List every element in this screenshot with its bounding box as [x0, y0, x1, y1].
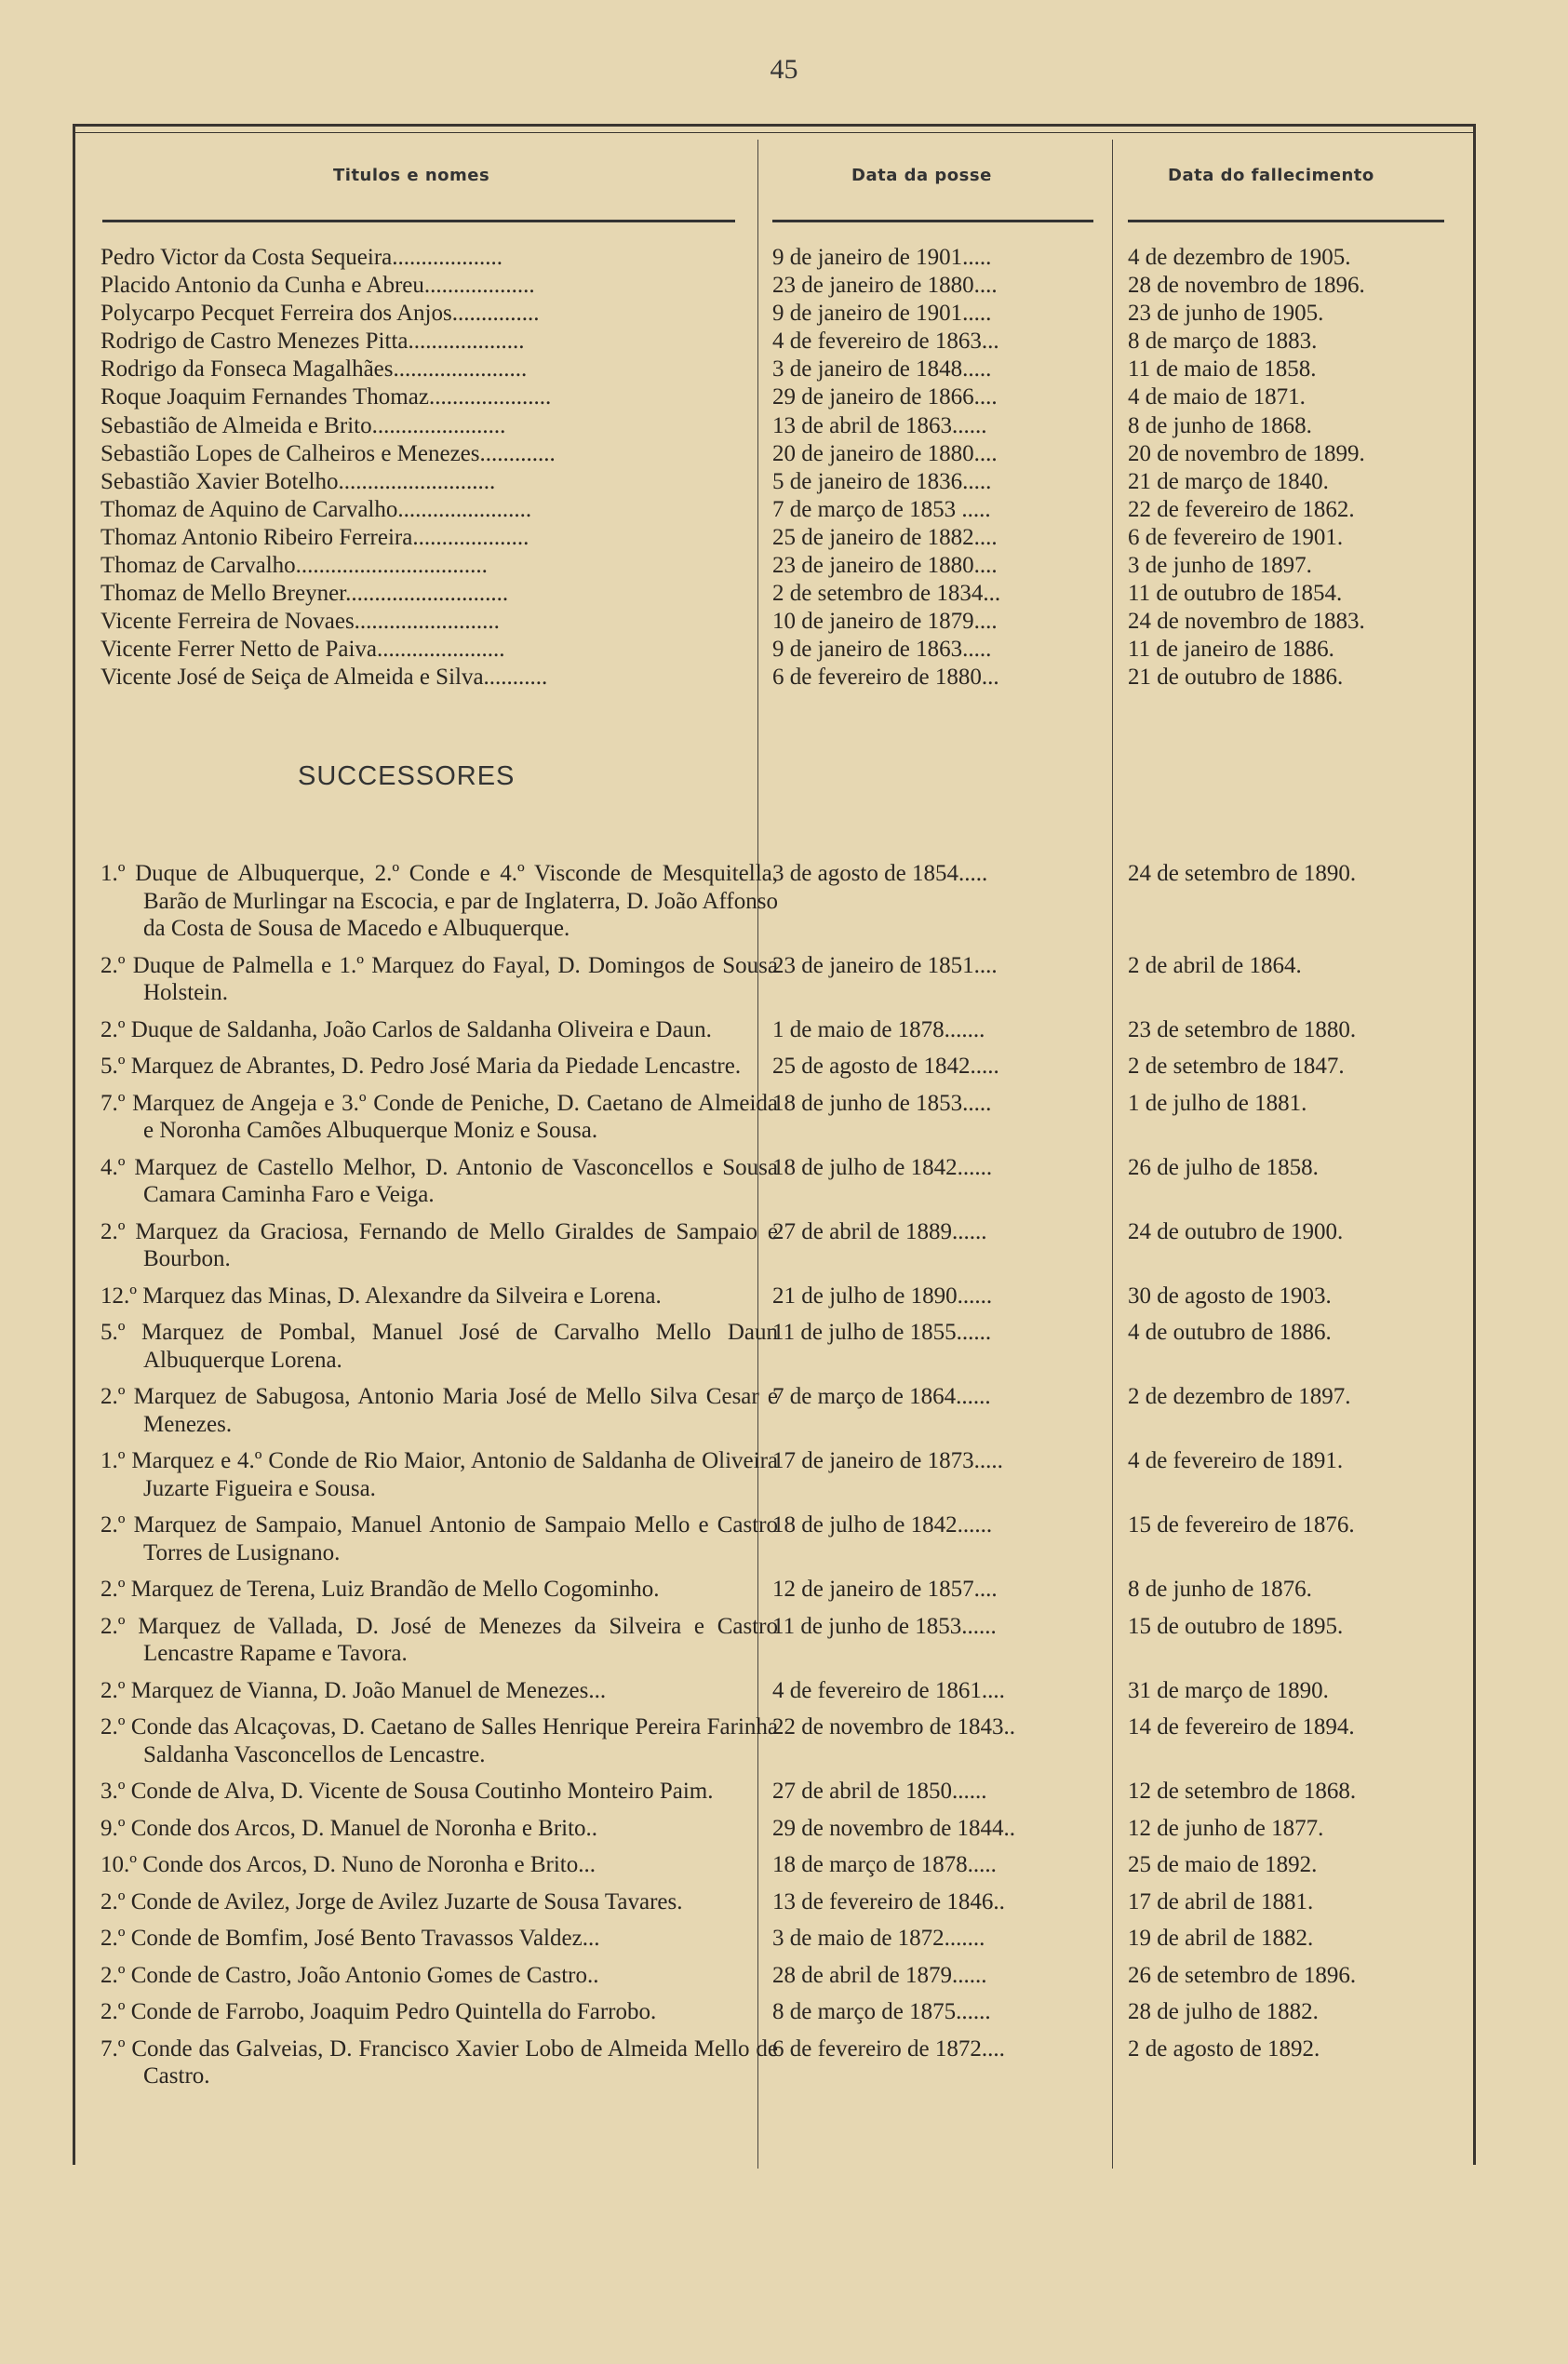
row-name: Sebastião Xavier Botelho...........................	[101, 468, 496, 494]
successor-entry	[0, 1613, 1568, 1668]
row-posse-date: 2 de setembro de 1834...	[772, 581, 1001, 607]
successor-posse-date: 23 de janeiro de 1851....	[772, 952, 998, 978]
successor-death-date: 15 de outubro de 1895.	[1128, 1613, 1344, 1639]
successor-posse-date: 18 de julho de 1842......	[772, 1512, 993, 1538]
successor-death-date: 14 de fevereiro de 1894.	[1128, 1714, 1355, 1739]
table-row	[0, 440, 1568, 468]
successor-title: 2.º Marquez de Vallada, D. José de Menezes da Silveira e Castro Lencastre Rapame e Tavora.	[101, 1613, 778, 1666]
successor-entry	[0, 1962, 1568, 1990]
successor-entry	[0, 1154, 1568, 1209]
row-posse-date: 10 de janeiro de 1879....	[772, 609, 998, 635]
successor-entry	[0, 1713, 1568, 1768]
successor-posse-date: 4 de fevereiro de 1861....	[772, 1677, 1005, 1703]
successor-title: 2.º Conde de Avilez, Jorge de Avilez Juzarte de Sousa Tavares.	[101, 1888, 683, 1914]
successor-posse-date: 3 de maio de 1872.......	[772, 1926, 985, 1951]
successor-posse-date: 11 de junho de 1853......	[772, 1613, 997, 1639]
table-row	[0, 496, 1568, 524]
table-row	[0, 328, 1568, 356]
successor-posse-date: 29 de novembro de 1844..	[772, 1815, 1016, 1841]
header-fall: Data do fallecimento	[1168, 166, 1374, 185]
row-death-date: 11 de janeiro de 1886.	[1128, 637, 1334, 663]
row-name: Sebastião Lopes de Calheiros e Menezes.............	[101, 440, 556, 466]
successor-death-date: 17 de abril de 1881.	[1128, 1888, 1314, 1914]
successor-title: 2.º Marquez de Vianna, D. João Manuel de Menezes...	[101, 1677, 607, 1703]
row-name: Vicente Ferrer Netto de Paiva......................	[101, 637, 505, 663]
successor-entry	[0, 1925, 1568, 1953]
successor-title: 2.º Duque de Saldanha, João Carlos de Saldanha Oliveira e Daun.	[101, 1016, 712, 1042]
page-number: 45	[770, 54, 798, 85]
header-posse: Data da posse	[851, 166, 992, 185]
row-posse-date: 6 de fevereiro de 1880...	[772, 665, 999, 691]
successor-death-date: 12 de setembro de 1868.	[1128, 1779, 1357, 1804]
table-row	[0, 383, 1568, 411]
successor-posse-date: 22 de novembro de 1843..	[772, 1714, 1016, 1739]
successor-title: 1.º Duque de Albuquerque, 2.º Conde e 4.º Visconde de Mesquitella, Barão de Murlingar na Escocia, e par de Inglaterra, D. João Affonso da Costa de Sousa de Macedo e Albuquerque.	[101, 861, 778, 941]
header-rule	[102, 220, 735, 222]
successor-entry	[0, 1319, 1568, 1374]
table-row	[0, 272, 1568, 300]
row-name: Thomaz de Aquino de Carvalho.......................	[101, 496, 532, 522]
successor-title: 4.º Marquez de Castello Melhor, D. Antonio de Vasconcellos e Sousa Camara Caminha Faro e Veiga.	[101, 1154, 778, 1207]
successor-posse-date: 1 de maio de 1878.......	[772, 1016, 985, 1042]
successor-posse-date: 11 de julho de 1855......	[772, 1320, 992, 1345]
successor-death-date: 19 de abril de 1882.	[1128, 1926, 1314, 1951]
table-row	[0, 468, 1568, 496]
successor-entry	[0, 1283, 1568, 1310]
successor-entry	[0, 1778, 1568, 1806]
successor-posse-date: 18 de julho de 1842......	[772, 1154, 993, 1180]
row-posse-date: 29 de janeiro de 1866....	[772, 384, 998, 410]
table-row	[0, 580, 1568, 608]
row-death-date: 22 de fevereiro de 1862.	[1128, 496, 1355, 522]
table-row	[0, 356, 1568, 383]
successor-death-date: 12 de junho de 1877.	[1128, 1815, 1324, 1841]
successor-title: 7.º Conde das Galveias, D. Francisco Xavier Lobo de Almeida Mello de Castro.	[101, 2035, 778, 2089]
row-posse-date: 9 de janeiro de 1863.....	[772, 637, 992, 663]
row-posse-date: 9 de janeiro de 1901.....	[772, 245, 992, 270]
successor-title: 1.º Marquez e 4.º Conde de Rio Maior, Antonio de Saldanha de Oliveira Juzarte Figueira e Sousa.	[101, 1448, 778, 1501]
row-posse-date: 3 de janeiro de 1848.....	[772, 356, 992, 383]
successor-entry	[0, 2035, 1568, 2090]
successor-entry	[0, 1576, 1568, 1604]
row-death-date: 11 de outubro de 1854.	[1128, 581, 1343, 607]
successor-title: 2.º Conde de Castro, João Antonio Gomes de Castro..	[101, 1962, 599, 1988]
successor-entry	[0, 860, 1568, 943]
table-row	[0, 552, 1568, 580]
successor-title: 2.º Conde das Alcaçovas, D. Caetano de Salles Henrique Pereira Farinha Saldanha Vasconcellos de Lencastre.	[101, 1714, 778, 1767]
row-name: Rodrigo de Castro Menezes Pitta....................	[101, 329, 525, 355]
row-name: Placido Antonio da Cunha e Abreu...................	[101, 273, 535, 299]
row-name: Vicente José de Seiça de Almeida e Silva...........	[101, 665, 548, 691]
row-name: Thomaz de Carvalho.................................	[101, 553, 488, 579]
successor-death-date: 2 de dezembro de 1897.	[1128, 1384, 1351, 1409]
successor-death-date: 26 de setembro de 1896.	[1128, 1962, 1357, 1988]
successor-entry	[0, 1851, 1568, 1879]
successor-entry	[0, 952, 1568, 1007]
successor-posse-date: 6 de fevereiro de 1872....	[772, 2035, 1005, 2062]
header-rule	[772, 220, 1093, 222]
successor-death-date: 4 de outubro de 1886.	[1128, 1320, 1332, 1345]
successor-title: 5.º Marquez de Pombal, Manuel José de Carvalho Mello Daun Albuquerque Lorena.	[101, 1320, 778, 1373]
row-death-date: 28 de novembro de 1896.	[1128, 273, 1365, 299]
row-name: Polycarpo Pecquet Ferreira dos Anjos...............	[101, 301, 540, 327]
row-death-date: 3 de junho de 1897.	[1128, 553, 1312, 579]
successor-entry	[0, 1218, 1568, 1273]
row-posse-date: 23 de janeiro de 1880....	[772, 553, 998, 579]
successor-entry	[0, 1677, 1568, 1705]
successor-entry	[0, 1815, 1568, 1843]
table-row	[0, 664, 1568, 692]
header-titles: Titulos e nomes	[333, 166, 490, 185]
successor-title: 2.º Marquez da Graciosa, Fernando de Mello Giraldes de Sampaio e Bourbon.	[101, 1218, 778, 1271]
row-name: Sebastião de Almeida e Brito.......................	[101, 412, 506, 438]
table-row	[0, 244, 1568, 272]
successor-posse-date: 8 de março de 1875......	[772, 1999, 991, 2024]
row-death-date: 4 de dezembro de 1905.	[1128, 245, 1351, 270]
row-posse-date: 4 de fevereiro de 1863...	[772, 329, 999, 355]
successor-title: 10.º Conde dos Arcos, D. Nuno de Noronha e Brito...	[101, 1852, 596, 1877]
row-name: Roque Joaquim Fernandes Thomaz.....................	[101, 384, 552, 410]
successor-death-date: 2 de setembro de 1847.	[1128, 1054, 1345, 1079]
successor-death-date: 1 de julho de 1881.	[1128, 1090, 1307, 1116]
successor-posse-date: 27 de abril de 1889......	[772, 1218, 987, 1244]
successor-death-date: 24 de setembro de 1890.	[1128, 861, 1357, 886]
successor-death-date: 24 de outubro de 1900.	[1128, 1218, 1344, 1244]
table-row	[0, 412, 1568, 440]
successor-title: 2.º Marquez de Sampaio, Manuel Antonio de Sampaio Mello e Castro Torres de Lusignano.	[101, 1512, 778, 1565]
successor-entry	[0, 1888, 1568, 1916]
row-death-date: 20 de novembro de 1899.	[1128, 440, 1365, 466]
successor-posse-date: 13 de fevereiro de 1846..	[772, 1888, 1005, 1914]
successor-title: 2.º Marquez de Terena, Luiz Brandão de Mello Cogominho.	[101, 1577, 660, 1602]
successor-death-date: 25 de maio de 1892.	[1128, 1852, 1318, 1877]
successor-death-date: 4 de fevereiro de 1891.	[1128, 1448, 1344, 1473]
successor-title: 2.º Conde de Bomfim, José Bento Travassos Valdez...	[101, 1926, 600, 1951]
successor-posse-date: 3 de agosto de 1854.....	[772, 861, 988, 886]
successor-death-date: 26 de julho de 1858.	[1128, 1154, 1319, 1180]
successor-title: 2.º Marquez de Sabugosa, Antonio Maria José de Mello Silva Cesar e Menezes.	[101, 1384, 778, 1437]
successor-death-date: 8 de junho de 1876.	[1128, 1577, 1312, 1602]
successor-death-date: 30 de agosto de 1903.	[1128, 1283, 1332, 1309]
row-death-date: 6 de fevereiro de 1901.	[1128, 524, 1344, 550]
successor-entry	[0, 1998, 1568, 2026]
successor-entry	[0, 1016, 1568, 1044]
successor-death-date: 15 de fevereiro de 1876.	[1128, 1512, 1355, 1538]
row-posse-date: 7 de março de 1853 .....	[772, 496, 991, 522]
successor-death-date: 31 de março de 1890.	[1128, 1677, 1329, 1703]
row-death-date: 23 de junho de 1905.	[1128, 301, 1324, 327]
successor-entry	[0, 1447, 1568, 1502]
table-row	[0, 608, 1568, 636]
row-death-date: 4 de maio de 1871.	[1128, 384, 1306, 410]
row-death-date: 8 de março de 1883.	[1128, 329, 1318, 355]
header-rule	[1128, 220, 1444, 222]
successor-title: 7.º Marquez de Angeja e 3.º Conde de Peniche, D. Caetano de Almeida e Noronha Camões Albuquerque Moniz e Sousa.	[101, 1090, 778, 1143]
members-table	[0, 244, 1568, 692]
successor-death-date: 2 de abril de 1864.	[1128, 952, 1302, 978]
successor-entry	[0, 1383, 1568, 1438]
row-posse-date: 5 de janeiro de 1836.....	[772, 468, 992, 494]
successor-entry	[0, 1090, 1568, 1145]
row-death-date: 8 de junho de 1868.	[1128, 412, 1312, 438]
successor-posse-date: 7 de março de 1864......	[772, 1384, 991, 1409]
successor-posse-date: 18 de junho de 1853.....	[772, 1090, 992, 1116]
successor-title: 2.º Conde de Farrobo, Joaquim Pedro Quintella do Farrobo.	[101, 1999, 657, 2024]
row-posse-date: 25 de janeiro de 1882....	[772, 524, 998, 550]
successor-posse-date: 17 de janeiro de 1873.....	[772, 1448, 1003, 1473]
successor-death-date: 23 de setembro de 1880.	[1128, 1016, 1357, 1042]
row-name: Thomaz de Mello Breyner............................	[101, 581, 509, 607]
table-row	[0, 300, 1568, 328]
row-name: Vicente Ferreira de Novaes.........................	[101, 609, 500, 635]
row-posse-date: 9 de janeiro de 1901.....	[772, 301, 992, 327]
row-posse-date: 13 de abril de 1863......	[772, 412, 987, 438]
row-posse-date: 20 de janeiro de 1880....	[772, 440, 998, 466]
row-name: Rodrigo da Fonseca Magalhães.......................	[101, 356, 528, 383]
successors-list	[0, 860, 1568, 2090]
row-death-date: 21 de outubro de 1886.	[1128, 665, 1344, 691]
successor-death-date: 2 de agosto de 1892.	[1128, 2035, 1320, 2062]
successor-posse-date: 25 de agosto de 1842.....	[772, 1054, 999, 1079]
row-posse-date: 23 de janeiro de 1880....	[772, 273, 998, 299]
row-death-date: 24 de novembro de 1883.	[1128, 609, 1365, 635]
successor-entry	[0, 1511, 1568, 1566]
section-title: SUCCESSORES	[298, 761, 516, 791]
table-row	[0, 636, 1568, 664]
successor-title: 9.º Conde dos Arcos, D. Manuel de Noronha e Brito..	[101, 1815, 598, 1841]
successor-posse-date: 28 de abril de 1879......	[772, 1962, 987, 1988]
successor-posse-date: 12 de janeiro de 1857....	[772, 1577, 998, 1602]
successor-title: 2.º Duque de Palmella e 1.º Marquez do Fayal, D. Domingos de Sousa Holstein.	[101, 952, 778, 1005]
successor-title: 12.º Marquez das Minas, D. Alexandre da Silveira e Lorena.	[101, 1283, 662, 1309]
table-headers	[74, 166, 1470, 203]
successor-title: 5.º Marquez de Abrantes, D. Pedro José Maria da Piedade Lencastre.	[101, 1054, 742, 1079]
successor-posse-date: 27 de abril de 1850......	[772, 1779, 987, 1804]
successor-title: 3.º Conde de Alva, D. Vicente de Sousa Coutinho Monteiro Paim.	[101, 1779, 714, 1804]
row-death-date: 11 de maio de 1858.	[1128, 356, 1317, 383]
successor-posse-date: 18 de março de 1878.....	[772, 1852, 997, 1877]
successor-death-date: 28 de julho de 1882.	[1128, 1999, 1319, 2024]
row-death-date: 21 de março de 1840.	[1128, 468, 1329, 494]
row-name: Pedro Victor da Costa Sequeira...................	[101, 245, 503, 270]
table-row	[0, 524, 1568, 552]
successor-entry	[0, 1053, 1568, 1081]
successor-posse-date: 21 de julho de 1890......	[772, 1283, 993, 1309]
row-name: Thomaz Antonio Ribeiro Ferreira....................	[101, 524, 529, 550]
